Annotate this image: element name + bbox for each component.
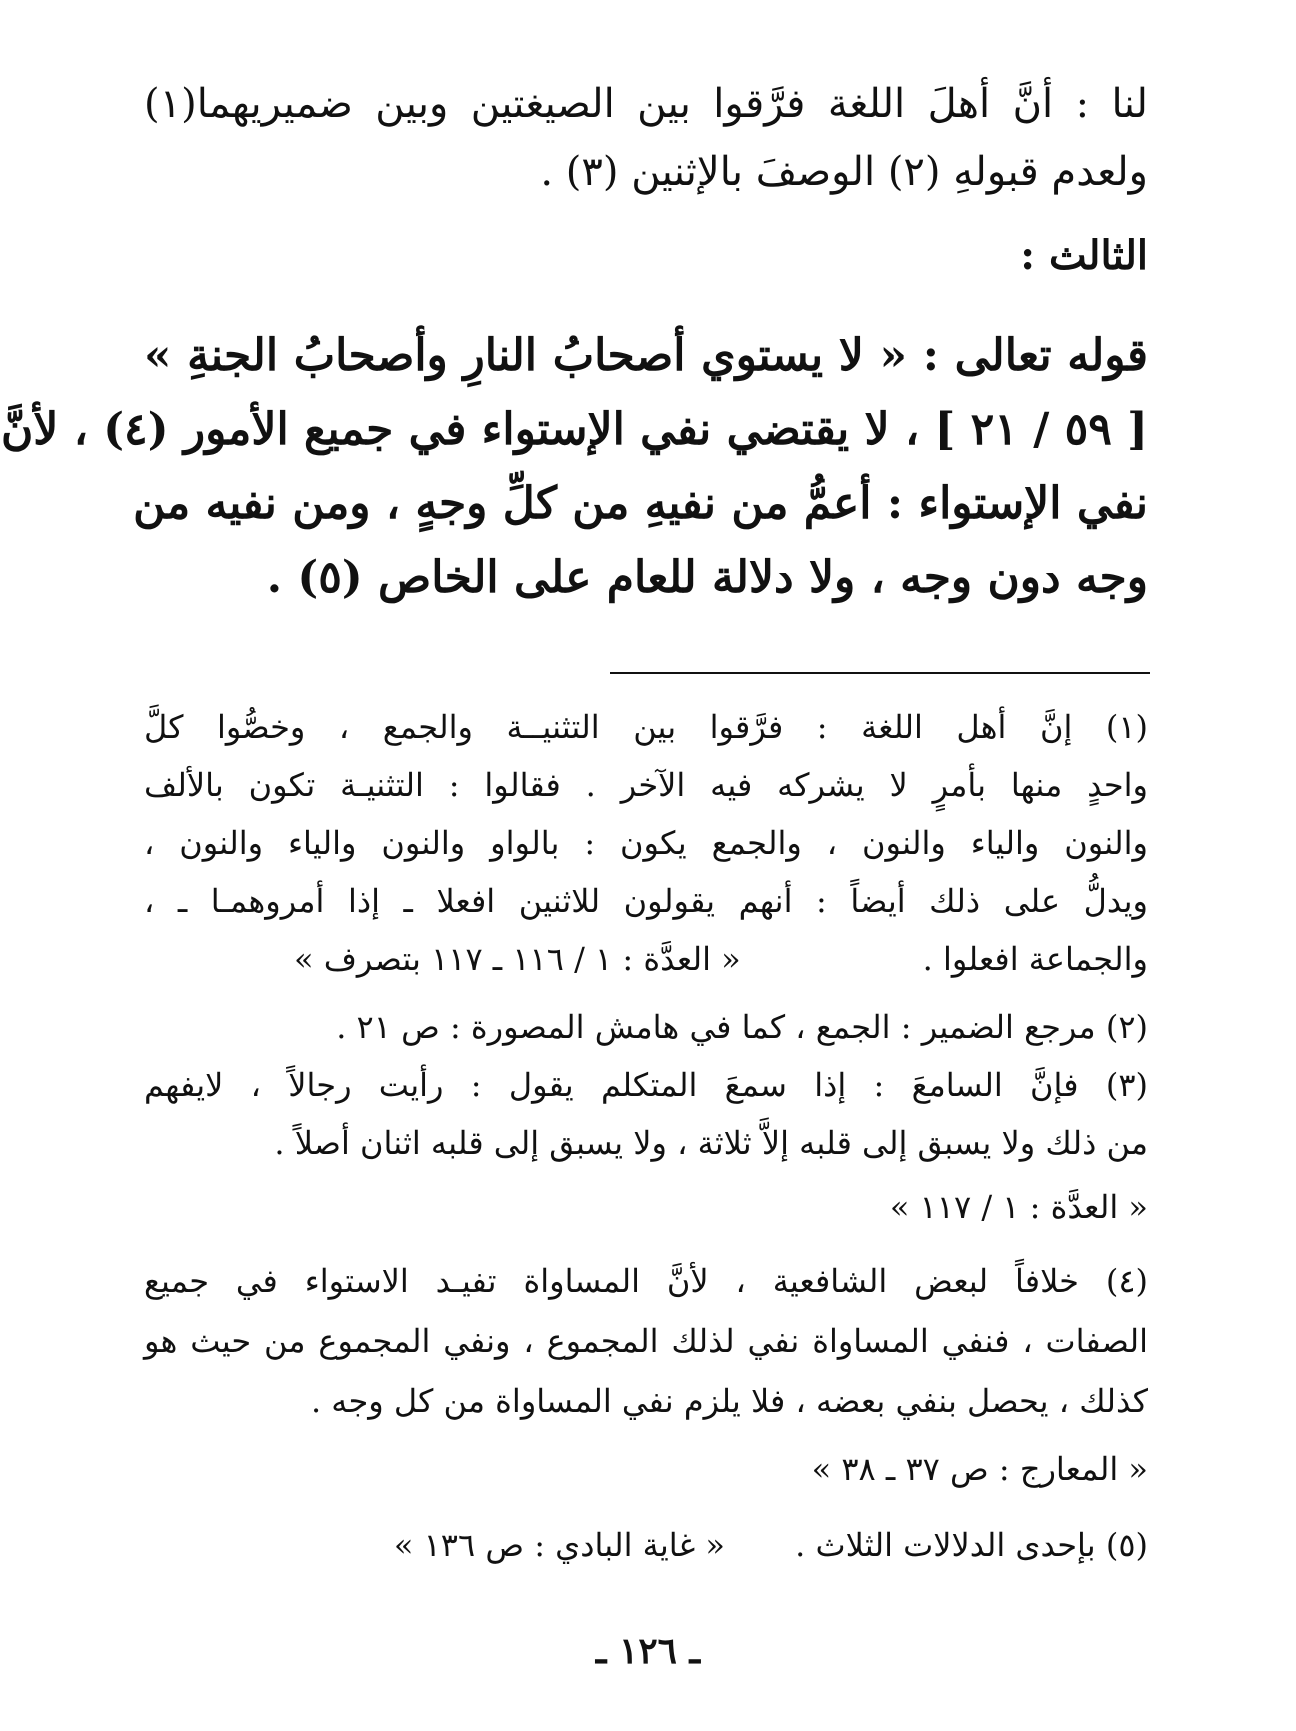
footnote-1-line-1: (١) إنَّ أهل اللغة : فرَّقوا بين التثنيــة والجمع ، وخصُّوا كلَّ: [144, 708, 1149, 746]
footnote-separator: [610, 672, 1150, 674]
footnote-1-last-text: والجماعة افعلوا .: [922, 940, 1148, 978]
footnote-5-text: (٥) بإحدى الدلالات الثلاث .: [795, 1526, 1148, 1564]
footnote-5-source: « غاية البادي : ص ١٣٦ »: [393, 1526, 725, 1564]
page-number: ـ ١٢٦ ـ: [595, 1630, 701, 1672]
footnote-4-line-2: الصفات ، فنفي المساواة نفي لذلك المجموع ، ونفي المجموع من حيث هو: [144, 1322, 1148, 1360]
footnote-1-last-line: [144, 940, 1148, 978]
footnote-2: (٢) مرجع الضمير : الجمع ، كما في هامش المصورة : ص ٢١ .: [336, 1008, 1148, 1046]
verse-line-4: وجه دون وجه ، ولا دلالة للعام على الخاص (٥) .: [266, 552, 1148, 603]
footnote-4-line-1: (٤) خلافاً لبعض الشافعية ، لأنَّ المساواة تفيـد الاستواء في جميع: [144, 1262, 1148, 1300]
main-text-line-1: لنا : أنَّ أهلَ اللغة فرَّقوا بين الصيغتين وبين ضميريهما(١): [144, 81, 1148, 127]
verse-line-1: قوله تعالى : « لا يستوي أصحابُ النارِ وأصحابُ الجنةِ »: [144, 330, 1148, 381]
footnote-5-line: [144, 1526, 1148, 1564]
footnote-1-line-2: واحدٍ منها بأمرٍ لا يشركه فيه الآخر . فقالوا : التثنيـة تكون بالألف: [144, 766, 1148, 804]
footnote-1-line-4: ويدلُّ على ذلك أيضاً : أنهم يقولون للاثنين افعلا ـ إذا أمروهمـا ـ ،: [144, 882, 1148, 920]
main-text-line-2: ولعدم قبولهِ (٢) الوصفَ بالإثنين (٣) .: [540, 149, 1148, 195]
verse-line-3: نفي الإستواء : أعمُّ من نفيهِ من كلِّ وجهٍ ، ومن نفيه من: [133, 478, 1148, 529]
footnote-1-line-3: والنون والياء والنون ، والجمع يكون : بالواو والنون والياء والنون ،: [144, 824, 1148, 862]
footnote-3-source: « العدَّة : ١ / ١١٧ »: [889, 1188, 1148, 1226]
footnote-3-line-1: (٣) فإنَّ السامعَ : إذا سمعَ المتكلم يقول : رأيت رجالاً ، لايفهم: [144, 1066, 1148, 1104]
footnote-4-line-3: كذلك ، يحصل بنفي بعضه ، فلا يلزم نفي المساواة من كل وجه .: [310, 1382, 1148, 1420]
footnote-4-source: « المعارج : ص ٣٧ ـ ٣٨ »: [811, 1450, 1148, 1488]
footnote-3-line-2: من ذلك ولا يسبق إلى قلبه إلاَّ ثلاثة ، ولا يسبق إلى قلبه اثنان أصلاً .: [274, 1124, 1148, 1162]
footnote-1-source: « العدَّة : ١ / ١١٦ ـ ١١٧ بتصرف »: [294, 940, 741, 978]
verse-line-2: [ ٥٩ / ٢١ ] ، لا يقتضي نفي الإستواء في جميع الأمور (٤) ، لأنَّ: [0, 404, 1148, 455]
section-heading: الثالث :: [1020, 232, 1148, 279]
